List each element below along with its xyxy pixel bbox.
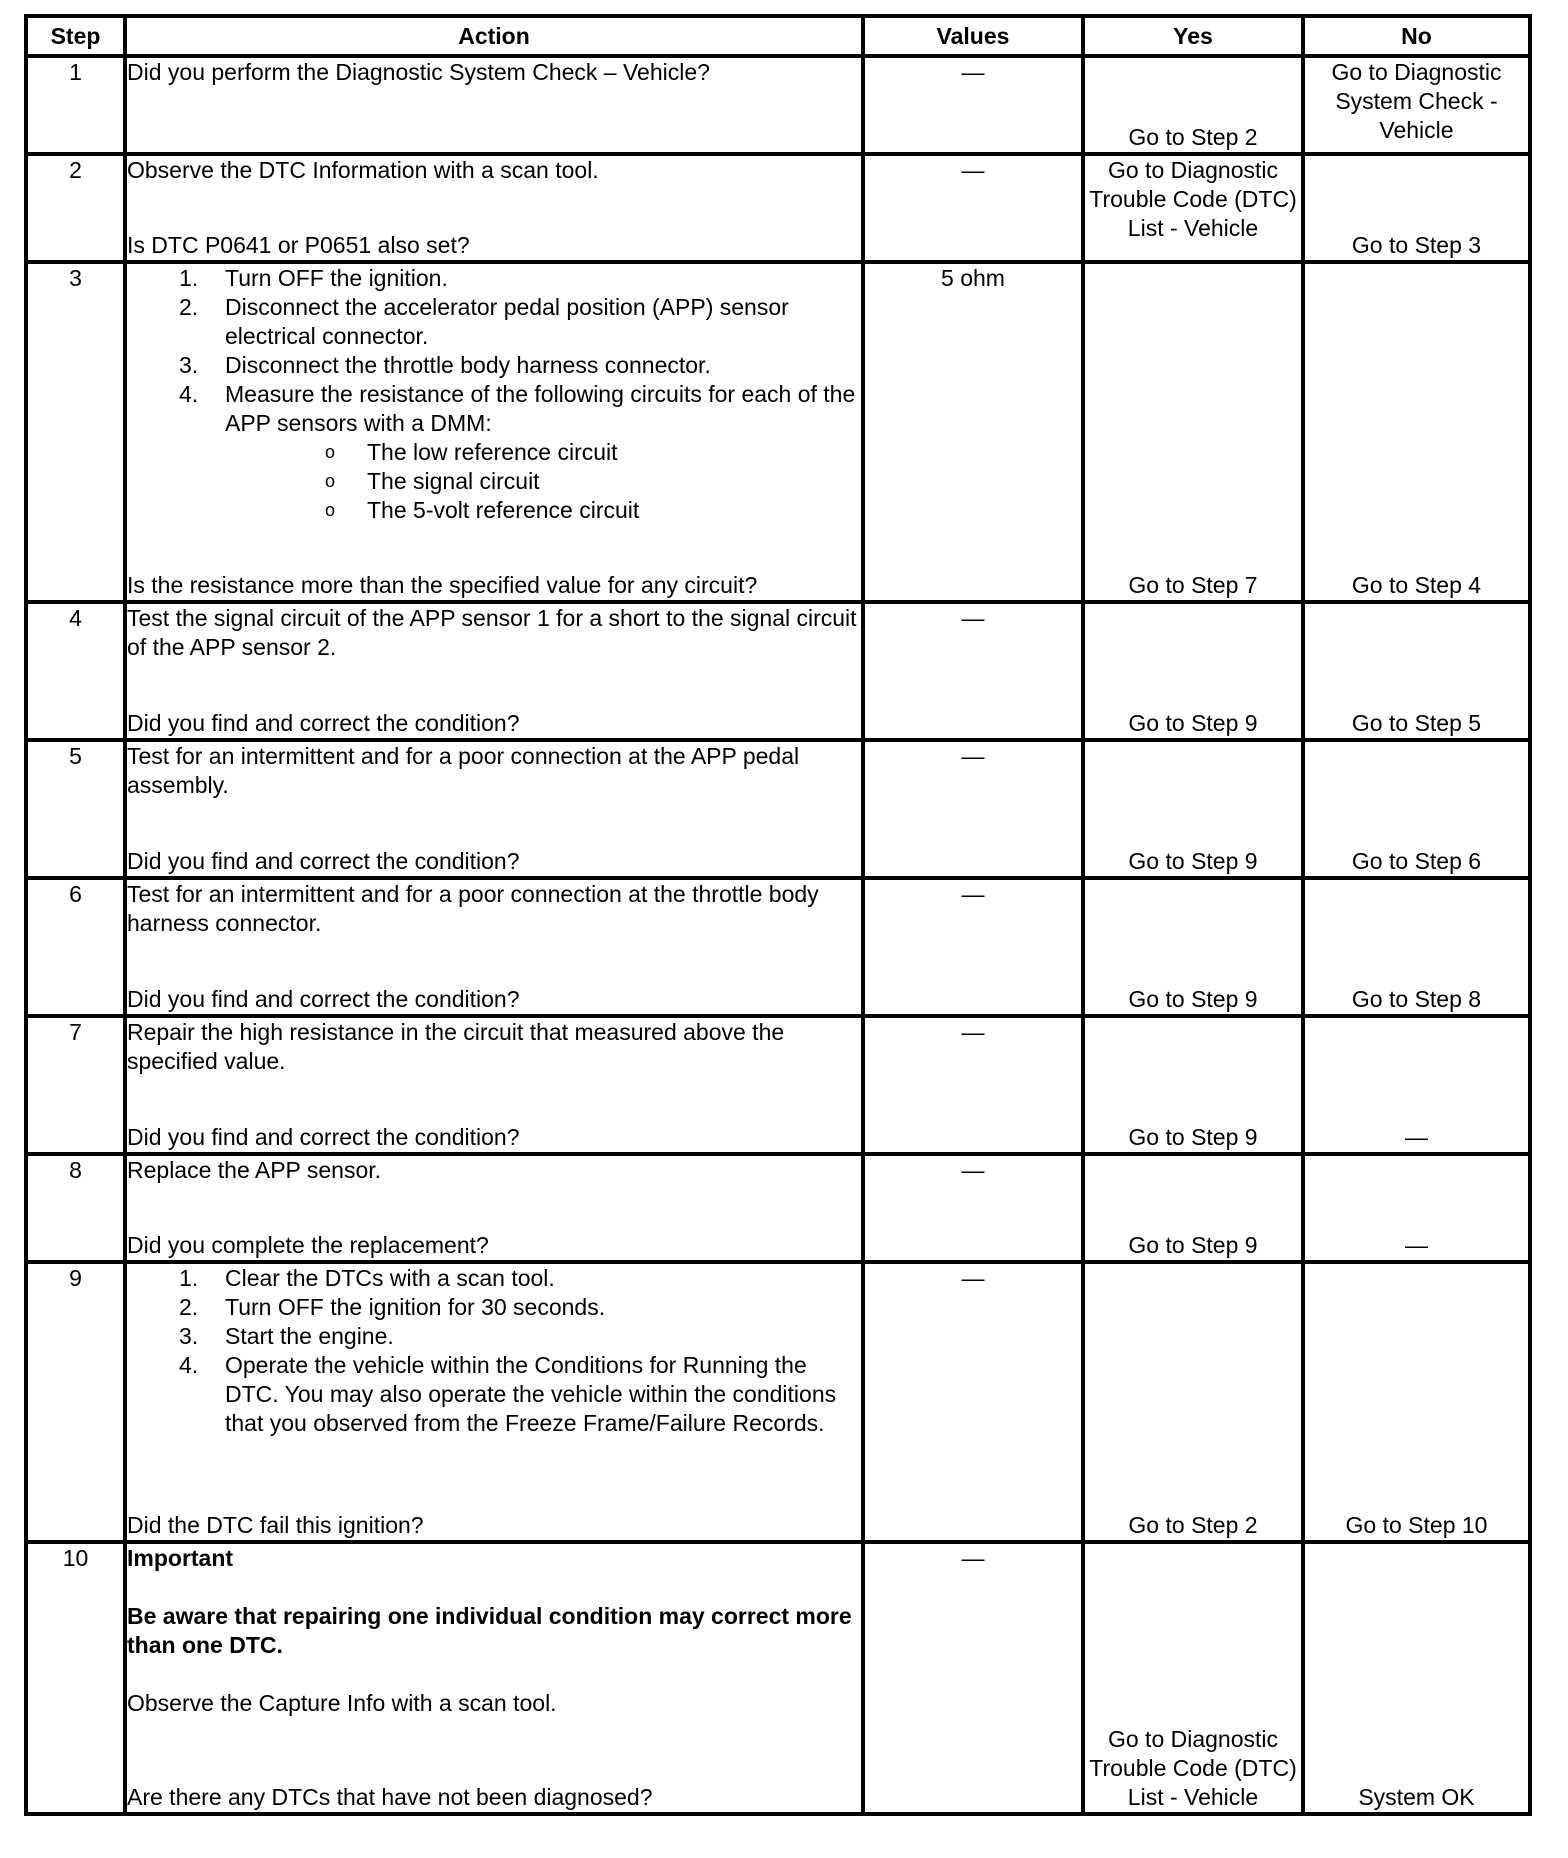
- yes-cell: [1083, 1542, 1303, 1814]
- list-item: Disconnect the accelerator pedal position (APP) sensor electrical connector.: [225, 294, 789, 349]
- no-action: Go to Step 6: [1351, 848, 1482, 874]
- table-row: [26, 154, 1530, 262]
- value-cell: —: [863, 154, 1083, 262]
- table-row: [26, 1262, 1530, 1542]
- no-cell: [1303, 1016, 1530, 1154]
- value-cell: —: [863, 602, 1083, 740]
- step-number: 3: [26, 262, 125, 602]
- sub-list-item: o The low reference circuit: [325, 439, 618, 465]
- step-number: 7: [26, 1016, 125, 1154]
- action-text: Test for an intermittent and for a poor connection at the APP pedal assembly.: [127, 743, 800, 798]
- table-row: [26, 1016, 1530, 1154]
- table-row: [26, 602, 1530, 740]
- no-cell: [1303, 602, 1530, 740]
- yes-cell: [1083, 878, 1303, 1016]
- no-action: —: [1405, 1124, 1428, 1150]
- no-action: Go to Diagnostic System Check - Vehicle: [1331, 59, 1502, 143]
- step-number: 2: [26, 154, 125, 262]
- no-cell: [1303, 1542, 1530, 1814]
- table-row: [26, 740, 1530, 878]
- yes-cell: [1083, 262, 1303, 602]
- no-action: Go to Step 8: [1351, 986, 1482, 1012]
- action-cell: [125, 56, 863, 154]
- col-header-yes: Yes: [1083, 16, 1303, 56]
- step-number: 8: [26, 1154, 125, 1262]
- yes-action: Go to Step 9: [1128, 1124, 1258, 1150]
- step-number: 4: [26, 602, 125, 740]
- col-header-step: Step: [26, 16, 125, 56]
- yes-action: Go to Step 2: [1128, 124, 1258, 150]
- no-cell: [1303, 154, 1530, 262]
- list-item: Operate the vehicle within the Conditions for Running the DTC. You may also operate the vehicle within the conditions that you observed from the Freeze Frame/Failure Records.: [225, 1352, 837, 1436]
- action-text: Test for an intermittent and for a poor connection at the throttle body harness connector.: [127, 881, 819, 936]
- no-action: —: [1405, 1232, 1428, 1258]
- yes-action: Go to Step 7: [1128, 572, 1258, 598]
- value-cell: —: [863, 878, 1083, 1016]
- yes-action: Go to Step 2: [1128, 1512, 1258, 1538]
- action-text: Did you perform the Diagnostic System Check – Vehicle?: [127, 59, 710, 85]
- action-question: Is DTC P0641 or P0651 also set?: [127, 232, 470, 258]
- yes-cell: [1083, 1154, 1303, 1262]
- step-number: 5: [26, 740, 125, 878]
- yes-action: Go to Step 9: [1128, 710, 1258, 736]
- list-item: Turn OFF the ignition.: [225, 265, 448, 291]
- value-cell: —: [863, 1154, 1083, 1262]
- header-row: [26, 16, 1530, 56]
- action-cell: [125, 154, 863, 262]
- table-row: [26, 262, 1530, 602]
- yes-action: Go to Diagnostic Trouble Code (DTC) List - Vehicle: [1089, 157, 1297, 241]
- step-number: 1: [26, 56, 125, 154]
- yes-cell: [1083, 1262, 1303, 1542]
- action-question: Did you complete the replacement?: [127, 1232, 489, 1258]
- sub-list: [225, 438, 861, 525]
- list-item: Turn OFF the ignition for 30 seconds.: [225, 1294, 606, 1320]
- action-question: Did you find and correct the condition?: [127, 1124, 520, 1150]
- action-text: Repair the high resistance in the circuit that measured above the specified value.: [127, 1019, 785, 1074]
- action-text: Replace the APP sensor.: [127, 1157, 382, 1183]
- no-cell: [1303, 56, 1530, 154]
- yes-cell: [1083, 1016, 1303, 1154]
- action-cell: [125, 740, 863, 878]
- col-header-values: Values: [863, 16, 1083, 56]
- diagnostic-table: [24, 14, 1532, 1816]
- action-cell: [125, 1154, 863, 1262]
- no-action: Go to Step 5: [1351, 710, 1482, 736]
- step-number: 9: [26, 1262, 125, 1542]
- action-question: Are there any DTCs that have not been diagnosed?: [127, 1784, 653, 1810]
- procedure-list: [127, 1264, 861, 1438]
- list-item: Start the engine.: [225, 1323, 394, 1349]
- value-cell: —: [863, 1542, 1083, 1814]
- no-cell: [1303, 1262, 1530, 1542]
- value-cell: —: [863, 740, 1083, 878]
- action-question: Did you find and correct the condition?: [127, 848, 520, 874]
- yes-action: Go to Diagnostic Trouble Code (DTC) List - Vehicle: [1089, 1726, 1297, 1810]
- value-cell: —: [863, 1262, 1083, 1542]
- col-header-action: Action: [125, 16, 863, 56]
- list-item: Measure the resistance of the following circuits for each of the APP sensors with a DMM: o The low reference circuit o The signal circuit o The 5-volt reference circuit: [179, 380, 861, 525]
- table-row: [26, 1542, 1530, 1814]
- action-cell: [125, 1016, 863, 1154]
- action-text: Observe the Capture Info with a scan tool.: [127, 1690, 557, 1716]
- no-cell: [1303, 1154, 1530, 1262]
- no-action: Go to Step 3: [1351, 232, 1482, 258]
- action-text: Test the signal circuit of the APP sensor 1 for a short to the signal circuit of the APP sensor 2.: [127, 605, 857, 660]
- table-row: [26, 56, 1530, 154]
- action-question: Did you find and correct the condition?: [127, 986, 520, 1012]
- action-cell: [125, 878, 863, 1016]
- action-cell: [125, 602, 863, 740]
- no-action: Go to Step 4: [1351, 572, 1482, 598]
- action-question: Is the resistance more than the specified value for any circuit?: [127, 572, 758, 598]
- circle-bullet-icon: o: [325, 442, 336, 462]
- important-note: Be aware that repairing one individual condition may correct more than one DTC.: [127, 1603, 852, 1658]
- circle-bullet-icon: o: [325, 471, 336, 491]
- value-cell: —: [863, 1016, 1083, 1154]
- action-question: Did the DTC fail this ignition?: [127, 1512, 424, 1538]
- value-cell: 5 ohm: [863, 262, 1083, 602]
- action-question: Did you find and correct the condition?: [127, 710, 520, 736]
- table-row: [26, 878, 1530, 1016]
- yes-action: Go to Step 9: [1128, 986, 1258, 1012]
- action-cell: [125, 262, 863, 602]
- yes-cell: [1083, 740, 1303, 878]
- yes-action: Go to Step 9: [1128, 1232, 1258, 1258]
- action-text: Observe the DTC Information with a scan tool.: [127, 157, 599, 183]
- no-cell: [1303, 878, 1530, 1016]
- action-cell: [125, 1542, 863, 1814]
- no-cell: [1303, 262, 1530, 602]
- no-cell: [1303, 740, 1530, 878]
- no-action: Go to Step 10: [1345, 1512, 1488, 1538]
- no-action: System OK: [1358, 1784, 1475, 1810]
- yes-cell: [1083, 602, 1303, 740]
- yes-cell: [1083, 154, 1303, 262]
- sub-list-item: o The 5-volt reference circuit: [325, 497, 640, 523]
- step-number: 6: [26, 878, 125, 1016]
- procedure-list: [127, 264, 861, 525]
- circle-bullet-icon: o: [325, 500, 336, 520]
- important-label: Important: [127, 1545, 234, 1571]
- table-row: [26, 1154, 1530, 1262]
- step-number: 10: [26, 1542, 125, 1814]
- sub-list-item: o The signal circuit: [325, 468, 540, 494]
- list-item: Clear the DTCs with a scan tool.: [225, 1265, 555, 1291]
- value-cell: —: [863, 56, 1083, 154]
- list-item: Disconnect the throttle body harness connector.: [225, 352, 711, 378]
- yes-cell: [1083, 56, 1303, 154]
- col-header-no: No: [1303, 16, 1530, 56]
- action-cell: [125, 1262, 863, 1542]
- yes-action: Go to Step 9: [1128, 848, 1258, 874]
